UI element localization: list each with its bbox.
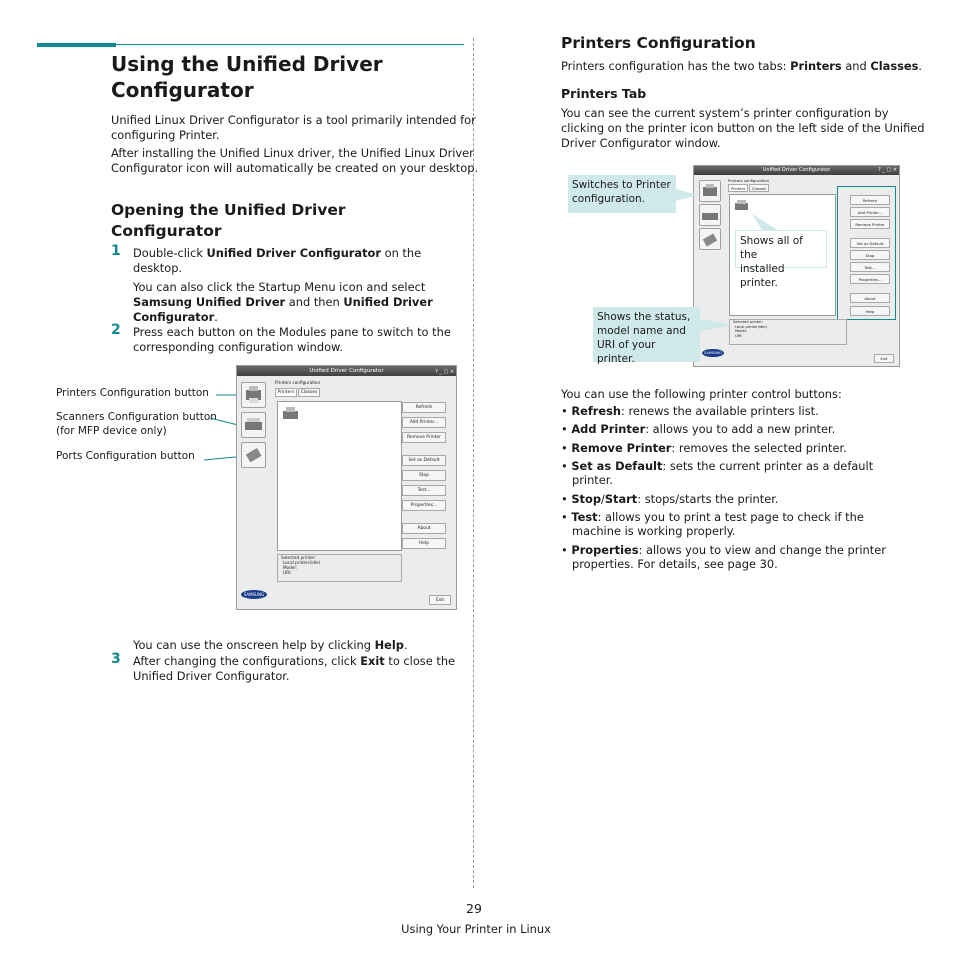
step-1-number: 1 <box>111 243 121 259</box>
remove-printer-button[interactable]: Remove Printer <box>402 432 446 443</box>
buttons-intro: You can use the following printer control buttons: <box>561 387 842 401</box>
list-item: • Properties: allows you to view and change the printer <box>561 543 886 557</box>
installed-printer-icon <box>733 198 751 214</box>
add-printer-button[interactable]: Add Printer... <box>402 417 446 428</box>
list-item: • Remove Printer: removes the selected printer. <box>561 441 847 455</box>
ports-module-button-2[interactable] <box>699 228 721 250</box>
list-item-continued: machine is working properly. <box>572 524 736 538</box>
properties-button-2[interactable]: Properties... <box>850 274 890 284</box>
refresh-button[interactable]: Refresh <box>402 402 446 413</box>
properties-button[interactable]: Properties... <box>402 500 446 511</box>
printers-config-intro: Printers configuration has the two tabs: Printers and Classes. <box>561 59 923 73</box>
help-note: You can use the onscreen help by clicking Help. <box>133 638 408 652</box>
tab-classes-2[interactable]: Classes <box>749 184 769 192</box>
buttons-highlight <box>837 186 896 320</box>
tab-classes[interactable]: Classes <box>298 388 320 397</box>
port-icon <box>700 229 720 249</box>
opening-heading: Opening the Unified Driver Configurator <box>111 201 346 240</box>
printer-list[interactable] <box>277 401 402 551</box>
page-number: 29 <box>466 901 482 916</box>
stop-button[interactable]: Stop <box>402 470 446 481</box>
callout-status: Shows the status, model name and URI of your printer. <box>593 307 700 362</box>
about-button-2[interactable]: About <box>850 293 890 303</box>
selected-printer-box: Selected printer: Local printer(idle) Model: URI: <box>277 554 402 582</box>
test-button-2[interactable]: Test... <box>850 262 890 272</box>
list-item: • Refresh: renews the available printers list. <box>561 404 819 418</box>
callout-scanners-button: Scanners Configuration button (for MFP device only) <box>56 411 217 437</box>
ports-module-button[interactable] <box>241 442 266 468</box>
step-2-number: 2 <box>111 322 121 338</box>
step-1-alt-text: You can also click the Startup Menu icon and select Samsung Unified Driver and then Unified Driver Configurator. <box>133 280 433 324</box>
list-item-continued: printer. <box>572 473 614 487</box>
help-button-2[interactable]: Help <box>850 306 890 316</box>
header-accent-bar <box>37 43 116 47</box>
header-rule <box>116 44 464 45</box>
list-item: • Set as Default: sets the current printer as a default <box>561 459 874 473</box>
window-controls-2[interactable]: ? _ □ × <box>878 167 897 173</box>
printers-config-heading: Printers Configuration <box>561 34 756 52</box>
group-label: Printers configuration <box>275 380 321 385</box>
callout-printers-button: Printers Configuration button <box>56 387 209 399</box>
intro-paragraph-2: After installing the Unified Linux driver, the Unified Linux Driver Configurator icon will automatically be created on your desktop. <box>111 146 479 175</box>
scanner-icon <box>242 413 265 437</box>
configurator-window <box>236 365 457 610</box>
installed-printer-icon <box>281 405 301 423</box>
samsung-logo-2: SAMSUNG <box>702 349 724 357</box>
printers-module-button-2[interactable] <box>699 180 721 202</box>
list-item-continued: properties. For details, see page 30. <box>572 557 778 571</box>
callout-shows-all: Shows all of the installed printer. <box>735 230 827 268</box>
about-button[interactable]: About <box>402 523 446 534</box>
callout-switches-pointer <box>676 185 700 205</box>
printers-tab-heading: Printers Tab <box>561 86 647 101</box>
callout-switches: Switches to Printer configuration. <box>568 175 676 213</box>
printers-tab-paragraph: You can see the current system’s printer configuration by clicking on the printer icon button on the left side of the Unified Driver Configurator window. <box>561 106 925 150</box>
set-default-button-2[interactable]: Set as Default <box>850 238 890 248</box>
page-title: Using the Unified Driver Configurator <box>111 52 383 102</box>
samsung-logo: SAMSUNG <box>241 590 267 599</box>
callout-ports-button: Ports Configuration button <box>56 450 195 462</box>
step-2-text: Press each button on the Modules pane to switch to the corresponding configuration window. <box>133 325 451 354</box>
scanner-icon <box>700 205 720 225</box>
list-item: • Test: allows you to print a test page to check if the <box>561 510 864 524</box>
window-title-bar-2: Unified Driver Configurator ? _ □ × <box>694 166 899 175</box>
window-title-bar <box>237 366 456 376</box>
selected-printer-box-2: Selected printer: Local printer(idle) Model: URI: <box>729 319 847 345</box>
step-1-text: Double-click Unified Driver Configurator on the desktop. <box>133 246 422 275</box>
printer-icon <box>242 383 265 407</box>
list-item: • Add Printer: allows you to add a new printer. <box>561 422 836 436</box>
step-3-text: After changing the configurations, click Exit to close the Unified Driver Configurator. <box>133 654 456 683</box>
step-3-number: 3 <box>111 651 121 667</box>
scanners-module-button-2[interactable] <box>699 204 721 226</box>
add-printer-button-2[interactable]: Add Printer... <box>850 207 890 217</box>
group-label-2: Printers configuration <box>728 178 770 183</box>
footer-section-title: Using Your Printer in Linux <box>401 922 551 936</box>
port-icon <box>242 443 265 467</box>
intro-paragraph-1: Unified Linux Driver Configurator is a tool primarily intended for configuring Printer. <box>111 113 476 142</box>
window-controls[interactable]: ? _ □ × <box>435 369 454 375</box>
tab-printers-2[interactable]: Printers <box>728 184 748 192</box>
help-button[interactable]: Help <box>402 538 446 549</box>
callout-shows-pointer <box>750 212 780 232</box>
scanners-module-button[interactable] <box>241 412 266 438</box>
set-default-button[interactable]: Set as Default <box>402 455 446 466</box>
callout-status-pointer <box>700 315 736 335</box>
stop-button-2[interactable]: Stop <box>850 250 890 260</box>
printers-module-button[interactable] <box>241 382 266 408</box>
remove-printer-button-2[interactable]: Remove Printer <box>850 219 890 229</box>
window-title: Unified Driver Configurator <box>309 368 384 374</box>
list-item: • Stop/Start: stops/starts the printer. <box>561 492 779 506</box>
refresh-button-2[interactable]: Refresh <box>850 195 890 205</box>
exit-button[interactable]: Exit <box>429 595 451 605</box>
test-button[interactable]: Test... <box>402 485 446 496</box>
exit-button-2[interactable]: Exit <box>874 354 894 363</box>
tab-printers[interactable]: Printers <box>275 388 297 397</box>
printer-icon <box>700 181 720 201</box>
